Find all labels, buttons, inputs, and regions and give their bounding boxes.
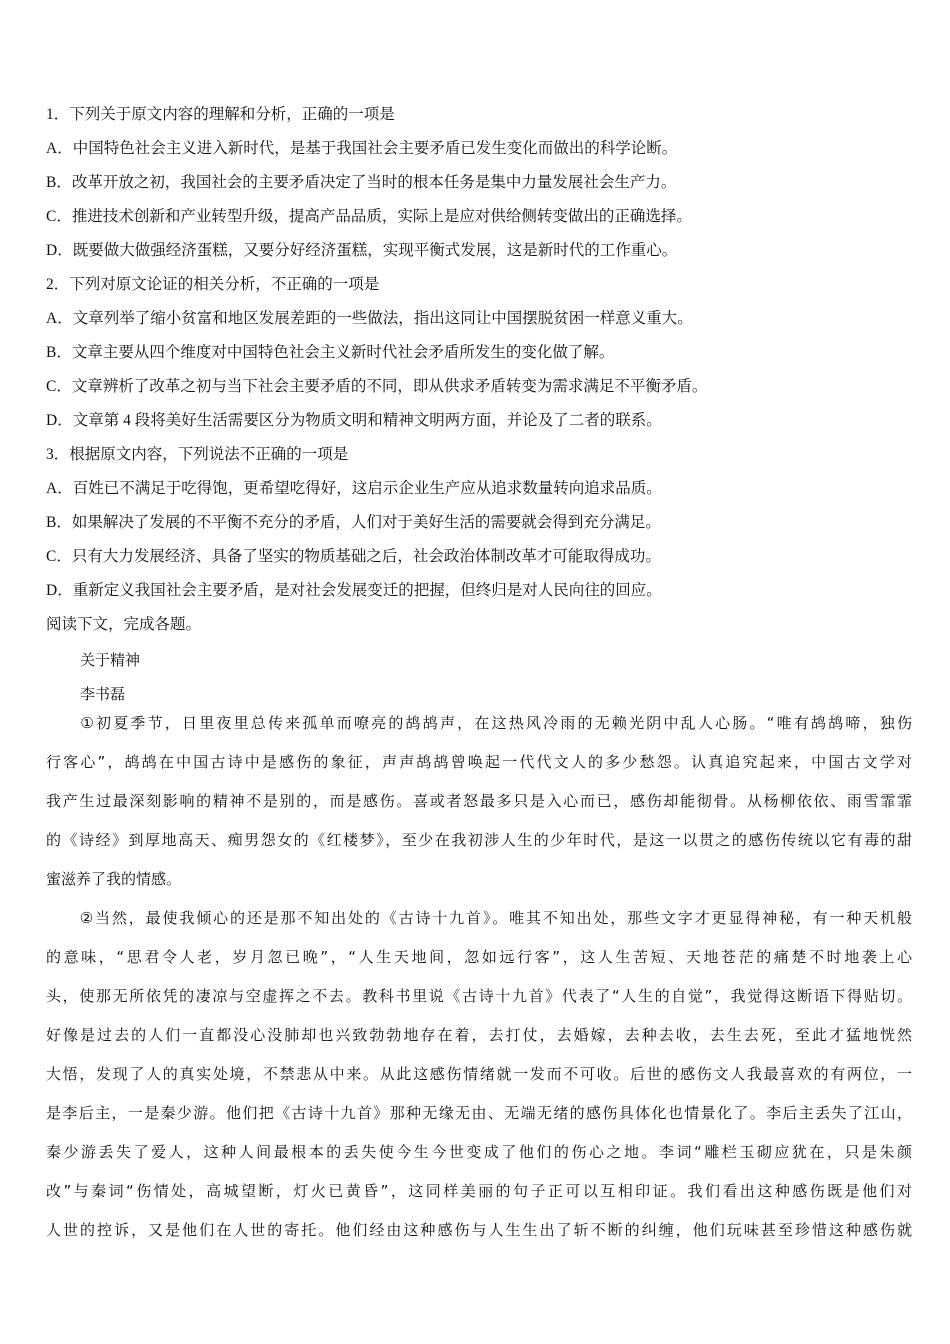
question-2-option-b: B．文章主要从四个维度对中国特色社会主义新时代社会矛盾所发生的变化做了解。 <box>46 344 615 361</box>
essay-body <box>46 704 912 1250</box>
question-1-option-b: B．改革开放之初，我国社会的主要矛盾决定了当时的根本任务是集中力量发展社会生产力。 <box>46 174 677 191</box>
paragraph-line: 好像是过去的人们一直都没心没肺却也兴致勃勃地存在着，去打仗，去婚嫁，去种去收，去生去死，至此才猛地恍然 <box>46 1026 912 1044</box>
essay-paragraph-2 <box>46 899 912 1250</box>
paragraph-line: 行客心”，鸪鸪在中国古诗中是感伤的象征，声声鸪鸪曾唤起一代代文人的多少愁怨。认真追究起来，中国古文学对 <box>46 753 912 771</box>
essay-paragraph-1 <box>46 704 912 899</box>
paragraph-line: 大悟，发现了人的真实处境，不禁悲从中来。从此这感伤情绪就一发而不可收。后世的感伤文人我最喜欢的有两位，一 <box>46 1065 912 1083</box>
question-1-option-d: D．既要做大做强经济蛋糕，又要分好经济蛋糕，实现平衡式发展，这是新时代的工作重心。 <box>46 242 678 259</box>
question-3-option-b: B．如果解决了发展的不平衡不充分的矛盾，人们对于美好生活的需要就会得到充分满足。 <box>46 514 661 531</box>
paragraph-line: ②当然，最使我倾心的还是那不知出处的《古诗十九首》。唯其不知出处，那些文字才更显得神秘，有一种天机般 <box>46 909 912 927</box>
paragraph-line: 的《诗经》到厚地高天、痴男怨女的《红楼梦》，至少在我初涉人生的少年时代，是这一以贯之的感伤传统以它有毒的甜 <box>46 831 912 849</box>
paragraph-line: 蜜滋养了我的情感。 <box>46 870 182 888</box>
question-1-option-c: C．推进技术创新和产业转型升级，提高产品品质，实际上是应对供给侧转变做出的正确选择。 <box>46 208 692 225</box>
question-2-stem: 2．下列对原文论证的相关分析，不正确的一项是 <box>46 276 380 293</box>
paragraph-line: 我产生过最深刻影响的精神不是别的，而是感伤。喜或者怒最多只是入心而已，感伤却能彻骨。从杨柳依依、雨雪霏霏 <box>46 792 912 810</box>
paragraph-line: 秦少游丢失了爱人，这种人间最根本的丢失使今生今世变成了他们的伤心之地。李词“雕栏玉砌应犹在，只是朱颜 <box>46 1143 912 1161</box>
paragraph-line: 改”与秦词“伤情处，高城望断，灯火已黄昏”，这同样美丽的句子正可以互相印证。我们看出这种感伤既是他们对 <box>46 1182 912 1200</box>
paragraph-line: ①初夏季节，日里夜里总传来孤单而嘹亮的鸪鸪声，在这热风冷雨的无赖光阴中乱人心肠。“唯有鸪鸪啼，独伤 <box>46 714 912 732</box>
question-3-option-c: C．只有大力发展经济、具备了坚实的物质基础之后，社会政治体制改革才可能取得成功。 <box>46 548 661 565</box>
question-1-stem: 1．下列关于原文内容的理解和分析，正确的一项是 <box>46 106 395 123</box>
question-3-option-d: D．重新定义我国社会主要矛盾，是对社会发展变迁的把握，但终归是对人民向往的回应。 <box>46 582 662 599</box>
reading-instruction: 阅读下文，完成各题。 <box>46 616 202 633</box>
question-3-option-a: A．百姓已不满足于吃得饱，更希望吃得好，这启示企业生产应从追求数量转向追求品质。 <box>46 480 662 497</box>
question-2-option-d: D．文章第 4 段将美好生活需要区分为物质文明和精神文明两方面，并论及了二者的联系。 <box>46 412 662 429</box>
questions-section <box>46 98 926 642</box>
paragraph-line: 的意味，“思君令人老，岁月忽已晚”，“人生天地间，忽如远行客”，这人生苦短、天地苍茫的痛楚不时地袭上心 <box>46 948 912 966</box>
question-3-stem: 3．根据原文内容，下列说法不正确的一项是 <box>46 446 349 463</box>
question-2-option-a: A．文章列举了缩小贫富和地区发展差距的一些做法，指出这同让中国摆脱贫困一样意义重大。 <box>46 310 693 327</box>
paragraph-line: 头，使那无所依凭的凄凉与空虚挥之不去。教科书里说《古诗十九首》代表了“人生的自觉”，我觉得这断语下得贴切。 <box>46 987 912 1005</box>
essay-title: 关于精神 <box>80 651 141 669</box>
paragraph-line: 人世的控诉，又是他们在人世的寄托。他们经由这种感伤与人生生出了斩不断的纠缠，他们玩味甚至珍惜这种感伤就 <box>46 1221 912 1239</box>
question-1-option-a: A．中国特色社会主义进入新时代，是基于我国社会主要矛盾已发生变化而做出的科学论断。 <box>46 140 678 157</box>
essay-author: 李书磊 <box>80 685 126 703</box>
question-2-option-c: C．文章辨析了改革之初与当下社会主要矛盾的不同，即从供求矛盾转变为需求满足不平衡矛盾。 <box>46 378 708 395</box>
paragraph-line: 是李后主，一是秦少游。他们把《古诗十九首》那种无缘无由、无端无绪的感伤具体化也情景化了。李后主丢失了江山， <box>46 1104 912 1122</box>
